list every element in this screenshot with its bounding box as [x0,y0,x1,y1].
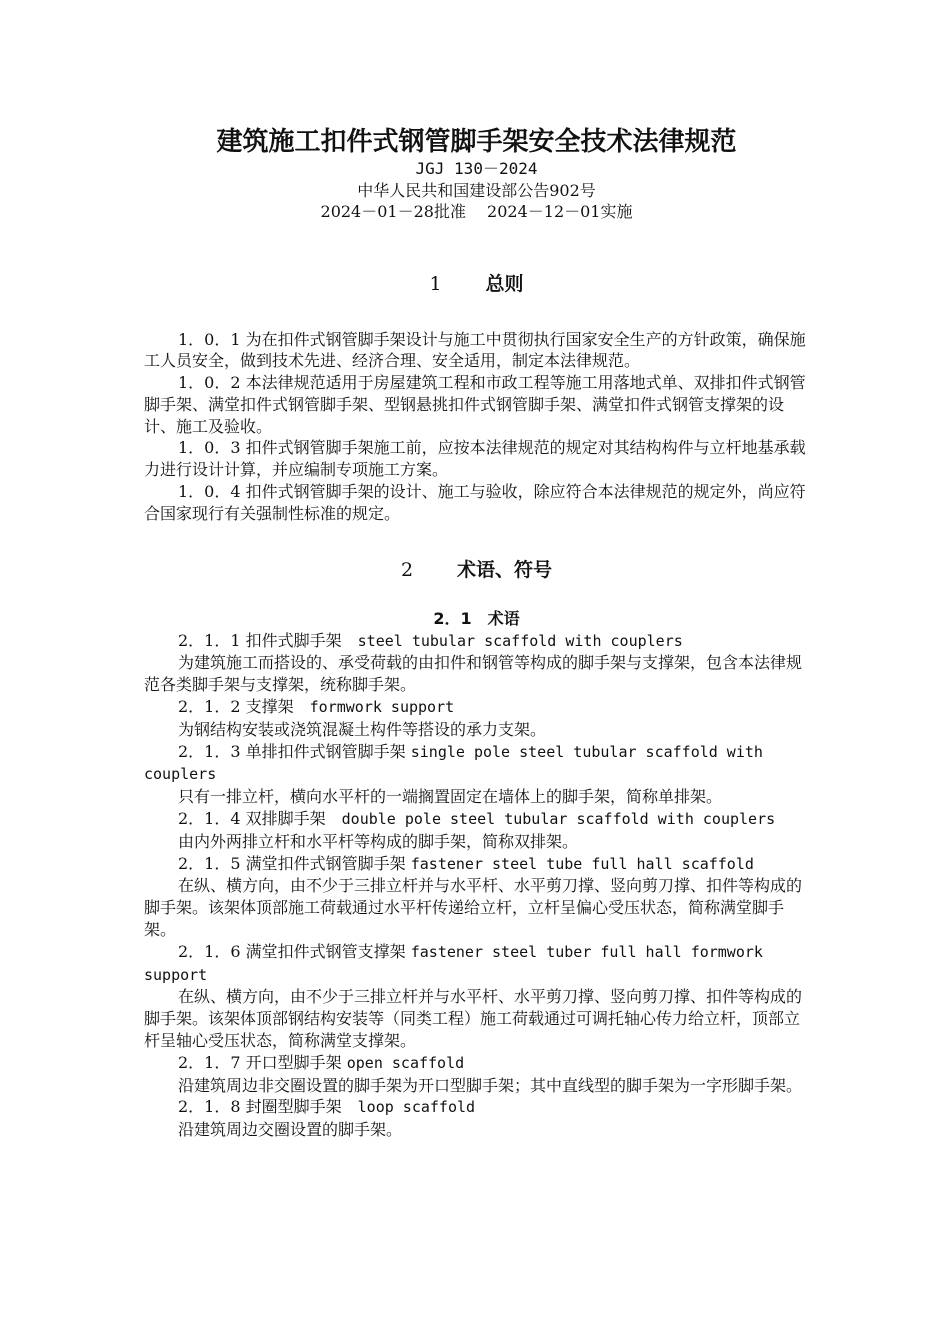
term-definition: 在纵、横方向，由不少于三排立杆并与水平杆、水平剪刀撑、竖向剪刀撑、扣件等构成的脚手架。该架体顶部钢结构安装等（同类工程）施工荷载通过可调托轴心传力给立杆，顶部立杆呈轴心受压状态，简称满堂支撑架。 [144,987,803,1051]
chapter-1-heading [144,269,809,296]
term-definition: 只有一排立杆，横向水平杆的一端搁置固定在墙体上的脚手架，简称单排架。 [178,787,723,807]
term-english: fastener steel tube full hall scaffold [410,854,754,873]
section-2-1-heading: 2．1 术语 [433,608,520,628]
term-heading [144,808,809,831]
clause-1-0-2: 1．0．2 本法律规范适用于房屋建筑工程和市政工程等施工用落地式单、双排扣件式钢管脚手架、满堂扣件式钢管脚手架、型钢悬挑扣件式钢管脚手架、满堂扣件式钢管支撑架的设计、施工及验收。 [144,373,806,436]
term-heading [144,741,809,787]
term-english: formwork support [309,698,455,717]
chapter-2-heading [144,555,809,582]
term-number-zh: 2．1．5 满堂扣件式钢管脚手架 [178,853,406,873]
term-2-1-8 [144,1096,809,1141]
term-definition: 沿建筑周边非交圈设置的脚手架为开口型脚手架；其中直线型的脚手架为一字形脚手架。 [178,1075,803,1095]
term-english: single pole steel tubular scaffold with couplers [144,742,763,784]
term-heading [144,853,809,876]
chapter-1-number: 1 [429,272,442,295]
document-title: 建筑施工扣件式钢管脚手架安全技术法律规范 [216,127,737,157]
document-body [144,126,809,1141]
term-heading [144,941,809,987]
term-definition: 为钢结构安装或浇筑混凝土构件等搭设的承力支架。 [178,719,547,739]
term-number-zh: 2．1．7 开口型脚手架 [178,1052,342,1072]
term-2-1-3 [144,741,809,808]
term-heading [144,1052,809,1075]
term-english: loop scaffold [357,1098,476,1117]
chapter-1-title: 总则 [485,272,524,295]
term-english: double pole steel tubular scaffold with couplers [341,810,776,829]
term-number-zh: 2．1．2 支撑架 [178,697,294,717]
term-2-1-6 [144,941,809,1052]
clause-1-0-4: 1．0．4 扣件式钢管脚手架的设计、施工与验收，除应符合本法律规范的规定外，尚应符合国家现行有关强制性标准的规定。 [144,482,806,523]
term-heading [144,630,809,653]
term-2-1-2 [144,696,809,741]
term-2-1-1 [144,630,809,696]
term-definition: 沿建筑周边交圈设置的脚手架。 [178,1120,403,1140]
standard-code: JGJ 130－2024 [415,159,538,178]
term-english: steel tubular scaffold with couplers [357,631,683,650]
term-2-1-4 [144,808,809,853]
term-definition: 由内外两排立杆和水平杆等构成的脚手架，简称双排架。 [178,831,579,851]
term-number-zh: 2．1．8 封圈型脚手架 [178,1097,342,1117]
term-number-zh: 2．1．6 满堂扣件式钢管支撑架 [178,941,406,961]
clause-1-0-1: 1．0．1 为在扣件式钢管脚手架设计与施工中贯彻执行国家安全生产的方针政策，确保施工人员安全，做到技术先进、经济合理、安全适用，制定本法律规范。 [144,329,806,371]
term-number-zh: 2．1．4 双排脚手架 [178,809,326,829]
term-english: fastener steel tuber full hall formwork support [144,942,763,984]
announcement-line: 中华人民共和国建设部公告902号 [357,180,596,200]
chapter-2-title: 术语、符号 [457,558,553,581]
approval-dates: 2024－01－28批准 2024－12－01实施 [320,202,633,221]
term-english: open scaffold [346,1053,465,1072]
term-heading [144,1096,809,1119]
term-number-zh: 2．1．3 单排扣件式钢管脚手架 [178,741,406,761]
chapter-2-number: 2 [400,558,414,581]
term-2-1-7 [144,1052,809,1097]
term-definition: 在纵、横方向，由不少于三排立杆并与水平杆、水平剪刀撑、竖向剪刀撑、扣件等构成的脚手架。该架体顶部施工荷载通过水平杆传递给立杆，立杆呈偏心受压状态，简称满堂脚手架。 [144,876,803,940]
term-definition: 为建筑施工而搭设的、承受荷载的由扣件和钢管等构成的脚手架与支撑架，包含本法律规范各类脚手架与支撑架，统称脚手架。 [144,653,803,695]
term-number-zh: 2．1．1 扣件式脚手架 [178,630,342,650]
term-2-1-5 [144,853,809,941]
clause-1-0-3: 1．0．3 扣件式钢管脚手架施工前，应按本法律规范的规定对其结构构件与立杆地基承载力进行设计计算，并应编制专项施工方案。 [144,438,806,480]
term-heading [144,696,809,719]
